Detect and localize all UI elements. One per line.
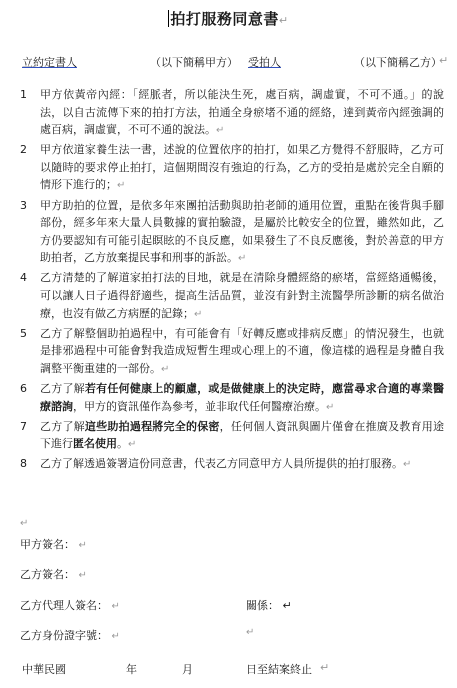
agent-signature-line xyxy=(20,597,120,613)
paragraph-mark-icon: ↵ xyxy=(111,631,120,642)
document-title xyxy=(0,8,457,29)
title-text: 拍打服務同意書 xyxy=(170,10,279,28)
id-number-label: 乙方身份證字號： xyxy=(20,629,108,642)
relation-label: 關係： xyxy=(246,599,279,612)
clause-number: 7 xyxy=(20,419,27,433)
footer-month: 月 xyxy=(182,663,193,676)
clause-item xyxy=(0,418,457,454)
paragraph-mark-icon: ↵ xyxy=(278,14,289,27)
party-a-signature-label: 甲方簽名： xyxy=(20,538,75,551)
clause-text-rest-2: 。 xyxy=(117,437,128,451)
party-b-label: 受拍人 xyxy=(248,56,281,69)
clause-number: 4 xyxy=(20,271,27,285)
party-a-note: （以下簡稱甲方） xyxy=(150,56,238,69)
clause-item xyxy=(0,380,457,416)
paragraph-mark-icon: ↵ xyxy=(194,308,203,320)
paragraph-mark-icon: ↵ xyxy=(161,363,170,375)
clause-number: 2 xyxy=(20,143,27,157)
paragraph-mark-icon: ↵ xyxy=(282,599,292,612)
clause-text: 乙方了解整個助拍過程中，有可能會有「好轉反應或排病反應」的情況發生，也就是排邪過程中可能會對我造成短暫生理或心理上的不適，像這樣的過程是身體自我調整平衡重建的一部份。 xyxy=(40,326,444,375)
clause-item xyxy=(0,141,457,195)
paragraph-mark-icon: ↵ xyxy=(20,518,29,529)
clause-text-lead: 乙方了解 xyxy=(40,419,85,433)
clause-number: 5 xyxy=(20,326,27,340)
clause-number: 3 xyxy=(20,198,27,212)
relation-field xyxy=(246,597,292,613)
paragraph-mark-icon: ↵ xyxy=(326,401,335,413)
paragraph-mark-icon: ↵ xyxy=(246,627,255,638)
id-number-line xyxy=(20,627,120,643)
party-a-label: 立約定書人 xyxy=(22,56,77,69)
clause-number: 8 xyxy=(20,457,27,471)
party-b-note: （以下簡稱乙方） xyxy=(354,56,442,69)
clause-number: 6 xyxy=(20,382,27,395)
clause-item xyxy=(0,86,457,140)
clause-item xyxy=(0,455,457,474)
paragraph-mark-icon: ↵ xyxy=(78,570,87,581)
paragraph-mark-icon: ↵ xyxy=(111,601,120,612)
clause-text: 甲方助拍的位置，是依多年來團拍活動與助拍老師的通用位置，重點在後背與手腳部份，經多年來大量人員數據的實拍驗證，是屬於比較安全的位置，雖然如此，乙方仍要認知有可能引起瞑眩的不良反應，如果發生了不良反應後，對於善意的甲方助拍者，乙方放棄提民事和刑事的訴訟。 xyxy=(40,198,444,265)
paragraph-mark-icon: ↵ xyxy=(238,253,247,265)
paragraph-mark-icon: ↵ xyxy=(439,54,449,67)
clause-text-lead: 乙方了解 xyxy=(40,382,85,395)
clause-text: 甲方依黃帝內經：「經脈者，所以能決生死，處百病，調虛實，不可不通。」的說法，以自古流傳下來的拍打方法，拍通全身瘀堵不通的經絡，達到黃帝內經強調的處百病，調虛實，不可不通的說法。 xyxy=(40,88,444,137)
clause-item xyxy=(0,325,457,379)
clause-text-rest: ，任何個人資訊與圖片僅會在推廣及教育用途下進行 xyxy=(40,419,445,451)
party-b-signature-line xyxy=(20,566,87,582)
clause-list xyxy=(0,86,457,475)
party-a-signature-line xyxy=(20,536,87,552)
clause-text-bold: 這些助拍過程將完全的保密 xyxy=(84,419,220,433)
paragraph-mark-icon: ↵ xyxy=(128,439,137,451)
clause-item xyxy=(0,197,457,268)
footer-era: 中華民國 xyxy=(22,663,66,676)
clause-item xyxy=(0,269,457,323)
paragraph-mark-icon: ↵ xyxy=(320,661,330,674)
paragraph-mark-icon: ↵ xyxy=(403,459,412,471)
parties-line xyxy=(22,54,452,70)
clause-text-bold: 若有任何健康上的顧慮，或是做健康上的決定時，應當尋求合適的專業醫療諮詢 xyxy=(40,382,445,413)
clause-text: 乙方清楚的了解道家拍打法的目地，就是在清除身體經絡的瘀堵，當經絡通暢後，可以讓人日子過得舒適些，提高生活品質，並沒有針對主流醫學所診斷的病名做治療，也沒有做乙方病歷的記錄； xyxy=(40,271,444,320)
date-footer xyxy=(0,661,457,677)
paragraph-mark-icon: ↵ xyxy=(78,540,87,551)
clause-number: 1 xyxy=(20,88,27,101)
party-b-signature-label: 乙方簽名： xyxy=(20,568,75,581)
footer-day-end: 日至結案終止 xyxy=(246,663,312,676)
clause-text: 乙方了解透過簽署這份同意書，代表乙方同意甲方人員所提供的拍打服務。 xyxy=(40,457,403,471)
paragraph-mark-icon: ↵ xyxy=(216,125,225,137)
paragraph-mark-icon: ↵ xyxy=(117,180,126,192)
clause-text: 甲方依道家養生法一書，述說的位置依序的拍打，如果乙方覺得不舒服時，乙方可以隨時的要求停止拍打，這個期間沒有強迫的行為，乙方的受拍是處於完全自願的情形下進行的； xyxy=(40,143,444,192)
agent-signature-label: 乙方代理人簽名： xyxy=(20,599,108,612)
footer-year: 年 xyxy=(126,663,137,676)
clause-text-rest: ，甲方的資訊僅作為參考，並非取代任何醫療治療。 xyxy=(73,399,326,413)
clause-text-bold-2: 匿名使用 xyxy=(73,437,117,451)
